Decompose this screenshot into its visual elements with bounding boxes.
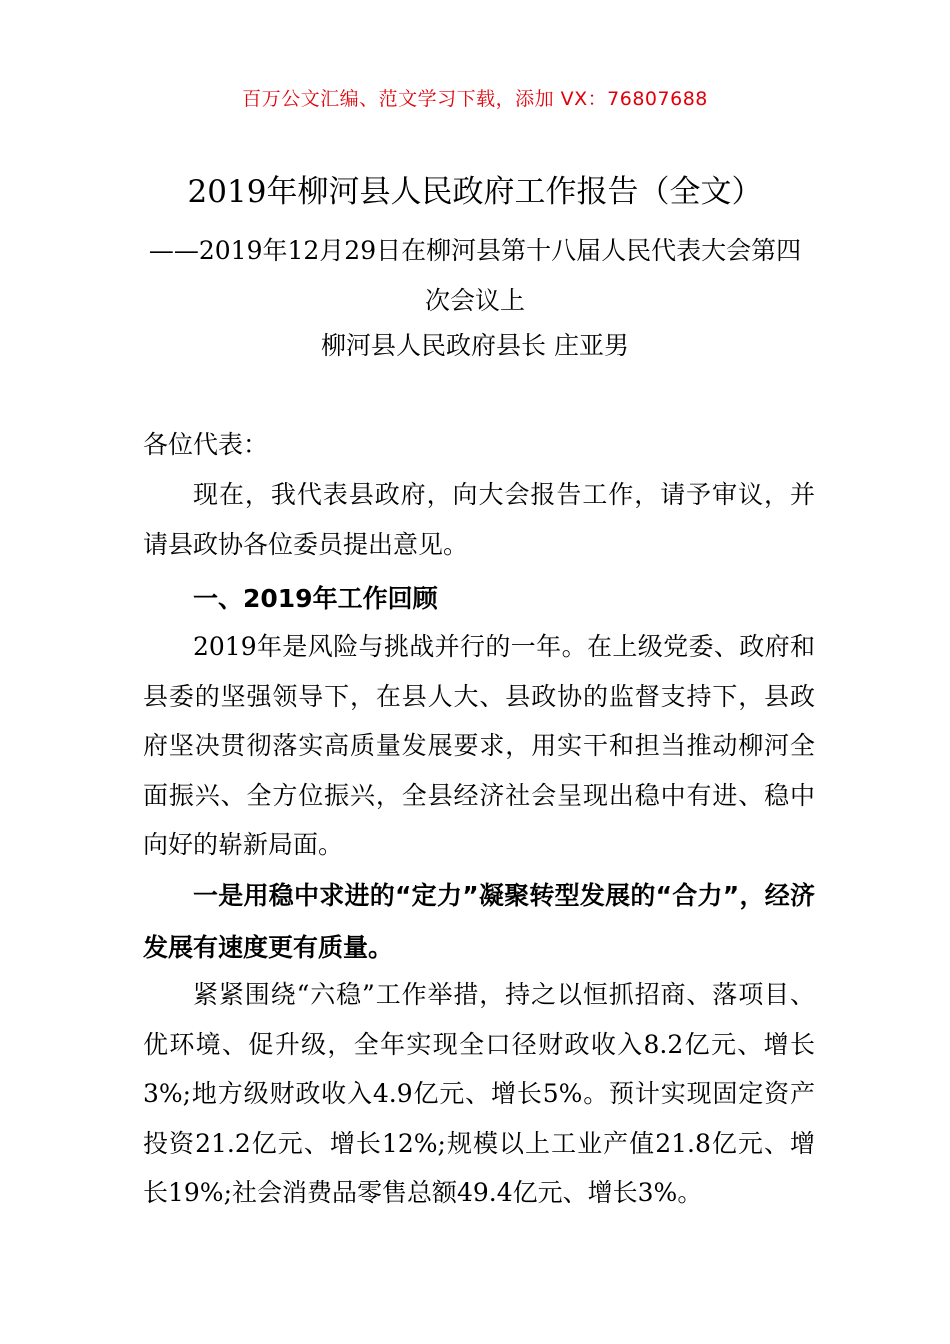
section-heading: 一、2019年工作回顾 (193, 584, 438, 613)
paragraph: 现在，我代表县政府，向大会报告工作，请予审议，并请县政协各位委员提出意见。 (143, 480, 815, 559)
paragraph: 2019年是风险与挑战并行的一年。在上级党委、政府和县委的坚强领导下，在县人大、县政协的监督支持下，县政府坚决贯彻落实高质量发展要求，用实干和担当推动柳河全面振兴、全方位振兴，全县经济社会呈现出稳中有进、稳中向好的崭新局面。 (143, 632, 815, 859)
document-title: 2019年柳河县人民政府工作报告（全文） (187, 174, 763, 210)
watermark-header: 百万公文汇编、范文学习下载，添加 VX：76807688 (242, 88, 708, 110)
bold-paragraph: 一是用稳中求进的“定力”凝聚转型发展的“合力”，经济发展有速度更有质量。 (143, 881, 815, 962)
document-subtitle: ——2019年12月29日在柳河县第十八届人民代表大会第四次会议上 (148, 236, 802, 315)
paragraph: 紧紧围绕“六稳”工作举措，持之以恒抓招商、落项目、优环境、促升级，全年实现全口径财政收入8.2亿元、增长3%;地方级财政收入4.9亿元、增长5%。预计实现固定资产投资21.2亿元、增长12%;规模以上工业产值21.8亿元、增长19%;社会消费品零售总额49.4亿元、增长3%。 (143, 980, 815, 1207)
document-author: 柳河县人民政府县长 庄亚男 (321, 331, 629, 360)
greeting: 各位代表： (143, 430, 269, 459)
